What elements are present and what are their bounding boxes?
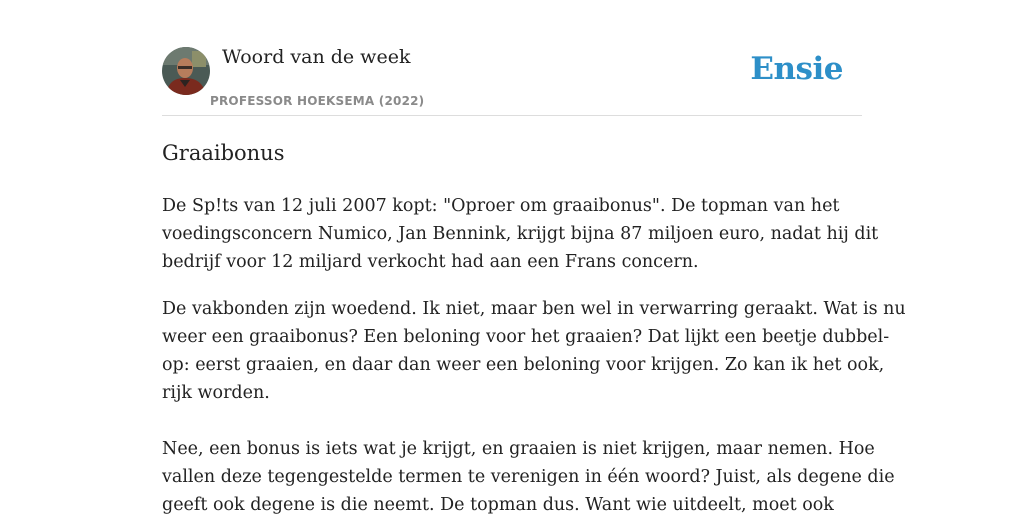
- paragraph-line: vallen deze tegengestelde termen te verenigen in één woord? Juist, als degene die: [162, 467, 895, 487]
- page-container: [162, 0, 906, 515]
- paragraph-line: De Sp!ts van 12 juli 2007 kopt: "Oproer om graaibonus". De topman van het: [162, 196, 840, 216]
- article-header: [162, 0, 862, 116]
- article-paragraph: [162, 192, 879, 276]
- paragraph-line: Nee, een bonus is iets wat je krijgt, en graaien is niet krijgen, maar nemen. Hoe: [162, 439, 875, 459]
- author-name: PROFESSOR HOEKSEMA (2022): [210, 94, 425, 108]
- paragraph-line: rijk worden.: [162, 383, 270, 403]
- paragraph-line: De vakbonden zijn woedend. Ik niet, maar ben wel in verwarring geraakt. Wat is nu: [162, 299, 906, 319]
- paragraph-line: voedingsconcern Numico, Jan Bennink, krijgt bijna 87 miljoen euro, nadat hij dit: [162, 224, 879, 244]
- author-avatar[interactable]: [162, 47, 210, 95]
- paragraph-line: bedrijf voor 12 miljard verkocht had aan een Frans concern.: [162, 252, 699, 272]
- article-title: Graaibonus: [162, 141, 285, 165]
- article-paragraph: [162, 435, 895, 519]
- column-title[interactable]: Woord van de week: [222, 46, 411, 68]
- ensie-logo[interactable]: Ensie: [750, 51, 843, 87]
- author-photo: [162, 47, 210, 95]
- paragraph-line: geeft ook degene is die neemt. De topman dus. Want wie uitdeelt, moet ook: [162, 495, 834, 515]
- paragraph-line: op: eerst graaien, en daar dan weer een beloning voor krijgen. Zo kan ik het ook,: [162, 355, 885, 375]
- article-paragraph: [162, 295, 906, 407]
- paragraph-line: weer een graaibonus? Een beloning voor het graaien? Dat lijkt een beetje dubbel-: [162, 327, 890, 347]
